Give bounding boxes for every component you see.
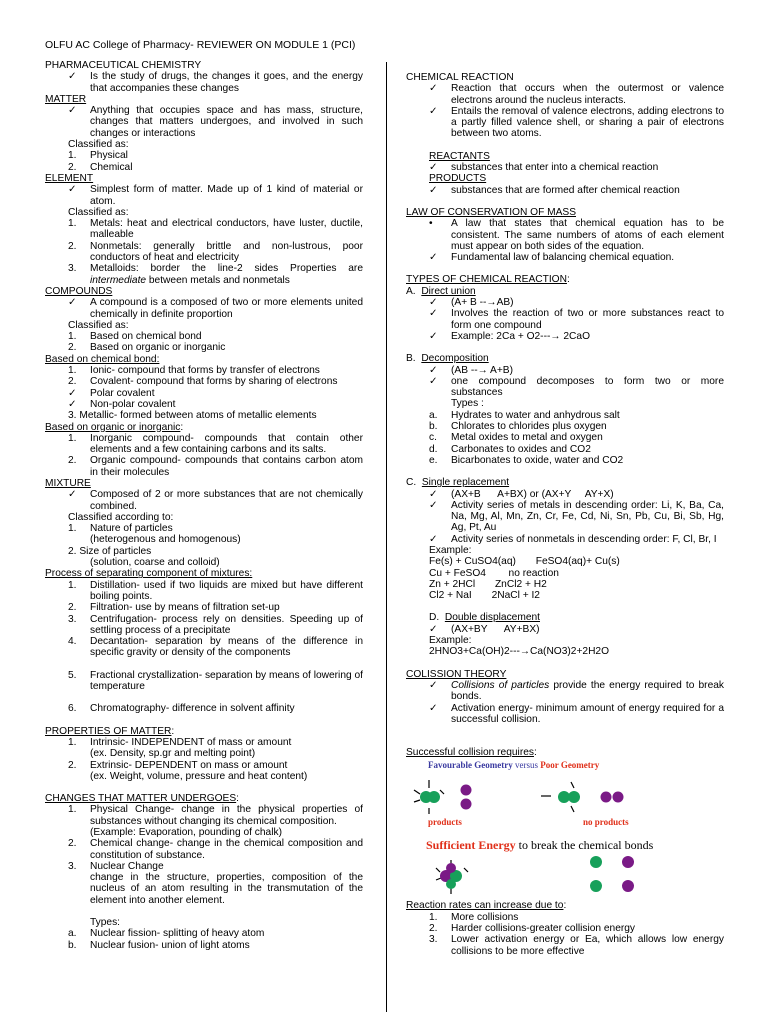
list-item: e. Bicarbonates to oxide, water and CO2: [429, 454, 624, 466]
left-column: [45, 60, 363, 951]
list-item: 3. Centrifugation- process rely on densities. Speeding up of settling process of a precipitate: [68, 613, 363, 636]
column-divider: [386, 62, 387, 1012]
list-item: ✓ Anything that occupies space and has mass, structure, changes that matters undergoes, and involved in such changes or interactions: [45, 105, 363, 139]
list-item: • A law that states that chemical equation has to be consistent. The same numbers of atoms of each element must appear on both sides of the equation.: [406, 218, 724, 252]
list-item: 2. Nonmetals: generally brittle and non-lustrous, poor conductors of heat and electricity: [68, 240, 363, 264]
list-item: ✓ Simplest form of matter. Made up of 1 kind of material or atom.: [45, 184, 363, 207]
list-item: 2. Organic compound- compounds that contains carbon atom in their molecules: [68, 455, 363, 478]
check-icon: ✓: [68, 71, 77, 83]
reactants-heading: REACTANTS: [429, 150, 490, 162]
list-item-detail: (Example: Evaporation, pounding of chalk): [90, 827, 282, 838]
list-item: ✓ A compound is a composed of two or more elements united chemically in definite proportion: [45, 297, 363, 320]
favourable-cluster: [414, 780, 472, 814]
list-item-detail: (ex. Density, sp.gr and melting point): [90, 748, 256, 760]
check-icon: ✓: [68, 387, 77, 399]
list-item: ✓ Collisions of particles provide the energy required to break bonds.: [406, 680, 724, 703]
list-item: 1. Inorganic compound- compounds that contain other elements and a few containing carbons and its salts.: [68, 432, 363, 456]
label: Classified as:: [68, 319, 129, 331]
props-heading: PROPERTIES OF MATTER:: [45, 725, 175, 737]
label: Classified as:: [68, 139, 129, 151]
equation: Zn + 2HCl ZnCl2 + H2: [429, 578, 547, 590]
list-item: ✓ Activity series of metals in descending order: Li, K, Ba, Ca, Na, Mg, Al, Mn, Zn, Cr, Fe, Cd, Ni, Sn, Pb, Cu, Bi, Sb, Hg, Ag, Pt, Au: [406, 500, 724, 534]
label: Example:: [429, 544, 472, 556]
equation: Fe(s) + CuSO4(aq) FeSO4(aq)+ Cu(s): [429, 556, 620, 568]
check-icon: ✓: [429, 330, 438, 342]
list-item: 1. Intrinsic- INDEPENDENT of mass or amount: [68, 736, 292, 748]
law-heading: LAW OF CONSERVATION OF MASS: [406, 206, 576, 218]
bullet-icon: •: [429, 218, 433, 230]
check-icon: ✓: [68, 489, 77, 501]
list-item-detail: (ex. Weight, volume, pressure and heat content): [90, 770, 308, 782]
check-icon: ✓: [429, 83, 438, 95]
list-item: ✓ Fundamental law of balancing chemical equation.: [406, 252, 724, 263]
products-caption: products: [428, 817, 462, 828]
list-item: ✓ Non-polar covalent: [45, 399, 363, 410]
list-item: ✓ (AX+BY AY+BX): [406, 624, 724, 635]
right-column: [406, 72, 724, 957]
list-item: ✓ Is the study of drugs, the changes it goes, and the energy that accompanies these changes: [45, 71, 363, 94]
check-icon: ✓: [429, 162, 438, 174]
list-item: ✓ Reaction that occurs when the outermost or valence electrons around the nucleus interacts.: [406, 83, 724, 106]
list-item: 2. Size of particles: [68, 545, 152, 557]
list-item-detail: (solution, coarse and colloid): [90, 557, 220, 569]
list-item: 2. Covalent- compound that forms by sharing of electrons: [68, 376, 338, 388]
list-item: ✓ substances that enter into a chemical reaction: [406, 162, 724, 173]
equation: Cu + FeSO4 no reaction: [429, 567, 559, 579]
check-icon: ✓: [429, 105, 438, 117]
check-icon: ✓: [429, 297, 438, 309]
cr-heading: CHEMICAL REACTION: [406, 72, 514, 83]
list-item: b. Chlorates to chlorides plus oxygen: [429, 421, 607, 433]
list-item: ✓ Entails the removal of valence electrons, adding electrons to a partly filled valence shell, or sharing a pair of electrons between two atoms.: [406, 106, 724, 140]
check-icon: ✓: [429, 308, 438, 320]
equation: Cl2 + NaI 2NaCl + I2: [429, 590, 540, 602]
sep-heading: Process of separating component of mixtures:: [45, 568, 253, 580]
list-item: 1. Nature of particles: [68, 523, 173, 535]
no-products-caption: no products: [583, 817, 629, 828]
list-item: 5. Fractional crystallization- separation by means of lowering of temperature: [68, 669, 363, 693]
label: Classified according to:: [68, 511, 174, 523]
list-item: ✓ substances that are formed after chemical reaction: [406, 185, 724, 196]
list-item: a. Hydrates to water and anhydrous salt: [429, 409, 620, 421]
list-item: c. Metal oxides to metal and oxygen: [429, 432, 603, 444]
geometry-caption: Favourable Geometry versus Poor Geometry: [428, 760, 600, 771]
section-a-title: A. Direct union: [406, 285, 476, 297]
check-icon: ✓: [68, 184, 77, 196]
list-item: 2. Filtration- use by means of filtration set-up: [68, 602, 280, 614]
list-item: ✓ Polar covalent: [45, 388, 363, 399]
list-item: 2. Based on organic or inorganic: [68, 342, 226, 354]
list-item: ✓ (A+ B --→AB): [406, 297, 724, 308]
products-heading: PRODUCTS: [429, 173, 487, 185]
check-icon: ✓: [68, 297, 77, 309]
rates-heading: Reaction rates can increase due to:: [406, 900, 567, 912]
types-heading: TYPES OF CHEMICAL REACTION:: [406, 274, 570, 286]
check-icon: ✓: [429, 533, 438, 545]
pharm-heading: PHARMACEUTICAL CHEMISTRY: [45, 60, 202, 71]
changes-heading: CHANGES THAT MATTER UNDERGOES:: [45, 793, 239, 805]
label: Types :: [451, 398, 484, 410]
label: Types:: [90, 917, 121, 929]
section-d-title: D. Double displacement: [429, 612, 540, 624]
list-item-detail: change in the structure, properties, composition of the nucleus of an atom resulting in the transmutation of the element into another element.: [90, 872, 363, 906]
collision-diagram-graphic: [406, 760, 724, 900]
check-icon: ✓: [68, 398, 77, 410]
list-item: 4. Decantation- separation by means of the difference in specific gravity or density of the components: [68, 636, 363, 659]
list-item: 2. Chemical: [68, 161, 133, 173]
list-item: ✓ Involves the reaction of two or more substances react to form one compound: [406, 308, 724, 331]
check-icon: ✓: [429, 702, 438, 714]
list-item: d. Carbonates to oxides and CO2: [429, 443, 591, 455]
check-icon: ✓: [429, 488, 438, 500]
list-item: 2. Chemical change- change in the chemical composition and constitution of substance.: [68, 838, 363, 861]
page-title: OLFU AC College of Pharmacy- REVIEWER ON MODULE 1 (PCI): [45, 39, 356, 51]
equation: 2HNO3+Ca(OH)2---→Ca(NO3)2+2H2O: [429, 646, 610, 658]
check-icon: ✓: [429, 499, 438, 511]
check-icon: ✓: [429, 623, 438, 635]
compounds-heading: COMPOUNDS: [45, 285, 113, 297]
mixture-heading: MIXTURE: [45, 477, 91, 489]
list-item: ✓ Activation energy- minimum amount of energy required for a successful collision.: [406, 703, 724, 726]
matter-heading: MATTER: [45, 93, 87, 105]
list-item: 3. Metallic- formed between atoms of metallic elements: [68, 410, 317, 422]
label: Classified as:: [68, 206, 129, 218]
check-icon: ✓: [68, 105, 77, 117]
list-item: b. Nuclear fusion- union of light atoms: [68, 939, 250, 951]
list-item: 1. Ionic- compound that forms by transfer of electrons: [68, 365, 320, 377]
label: Example:: [429, 635, 472, 647]
bond-heading: Based on chemical bond:: [45, 353, 160, 365]
list-item: 3. Nuclear Change: [68, 860, 164, 872]
list-item: 2. Extrinsic- DEPENDENT on mass or amount: [68, 759, 288, 771]
list-item: 1. More collisions: [429, 911, 519, 923]
list-item: 2. Harder collisions-greater collision energy: [429, 923, 636, 935]
list-item: 3. Metalloids: border the line-2 sides Properties are intermediate between metals and nonmetals: [68, 263, 363, 286]
list-item: ✓ Example: 2Ca + O2---→ 2CaO: [406, 331, 724, 342]
collision-heading: COLISSION THEORY: [406, 668, 507, 680]
energy-cluster: [436, 856, 634, 894]
check-icon: ✓: [429, 252, 438, 264]
list-item: ✓ Composed of 2 or more substances that are not chemically combined.: [45, 489, 363, 512]
org-heading: Based on organic or inorganic:: [45, 421, 184, 433]
section-c-title: C. Single replacement: [406, 477, 510, 489]
section-b-title: B. Decomposition: [406, 353, 489, 365]
check-icon: ✓: [429, 184, 438, 196]
list-item: 1. Metals: heat and electrical conductors, have luster, ductile, malleable: [68, 218, 363, 241]
collision-diagram: [406, 760, 724, 900]
list-item: 1. Physical Change- change in the physical properties of substances without changing its chemical composition.: [68, 804, 363, 827]
list-item: ✓ (AX+B A+BX) or (AX+Y AY+X): [406, 489, 724, 500]
check-icon: ✓: [429, 375, 438, 387]
successful-heading: Successful collision requires:: [406, 747, 537, 759]
list-item: ✓ (AB --→ A+B): [406, 365, 724, 376]
list-item: 1. Physical: [68, 150, 128, 162]
list-item: ✓ one compound decomposes to form two or more substances: [406, 376, 724, 399]
list-item: 6. Chromatography- difference in solvent affinity: [68, 703, 295, 715]
list-item-detail: (heterogenous and homogenous): [90, 534, 241, 546]
list-item: 3. Lower activation energy or Ea, which allows low energy collisions to be more effective: [429, 934, 724, 957]
poor-cluster: [541, 782, 624, 812]
list-item: ✓ Activity series of nonmetals in descending order: F, Cl, Br, I: [406, 534, 724, 545]
list-item: 1. Based on chemical bond: [68, 331, 202, 343]
element-heading: ELEMENT: [45, 172, 94, 184]
list-item: 1. Distillation- used if two liquids are mixed but have different boiling points.: [68, 579, 363, 602]
check-icon: ✓: [429, 364, 438, 376]
energy-caption: Sufficient Energy to break the chemical bonds: [426, 838, 654, 853]
check-icon: ✓: [429, 679, 438, 691]
list-item: a. Nuclear fission- splitting of heavy atom: [68, 928, 265, 940]
